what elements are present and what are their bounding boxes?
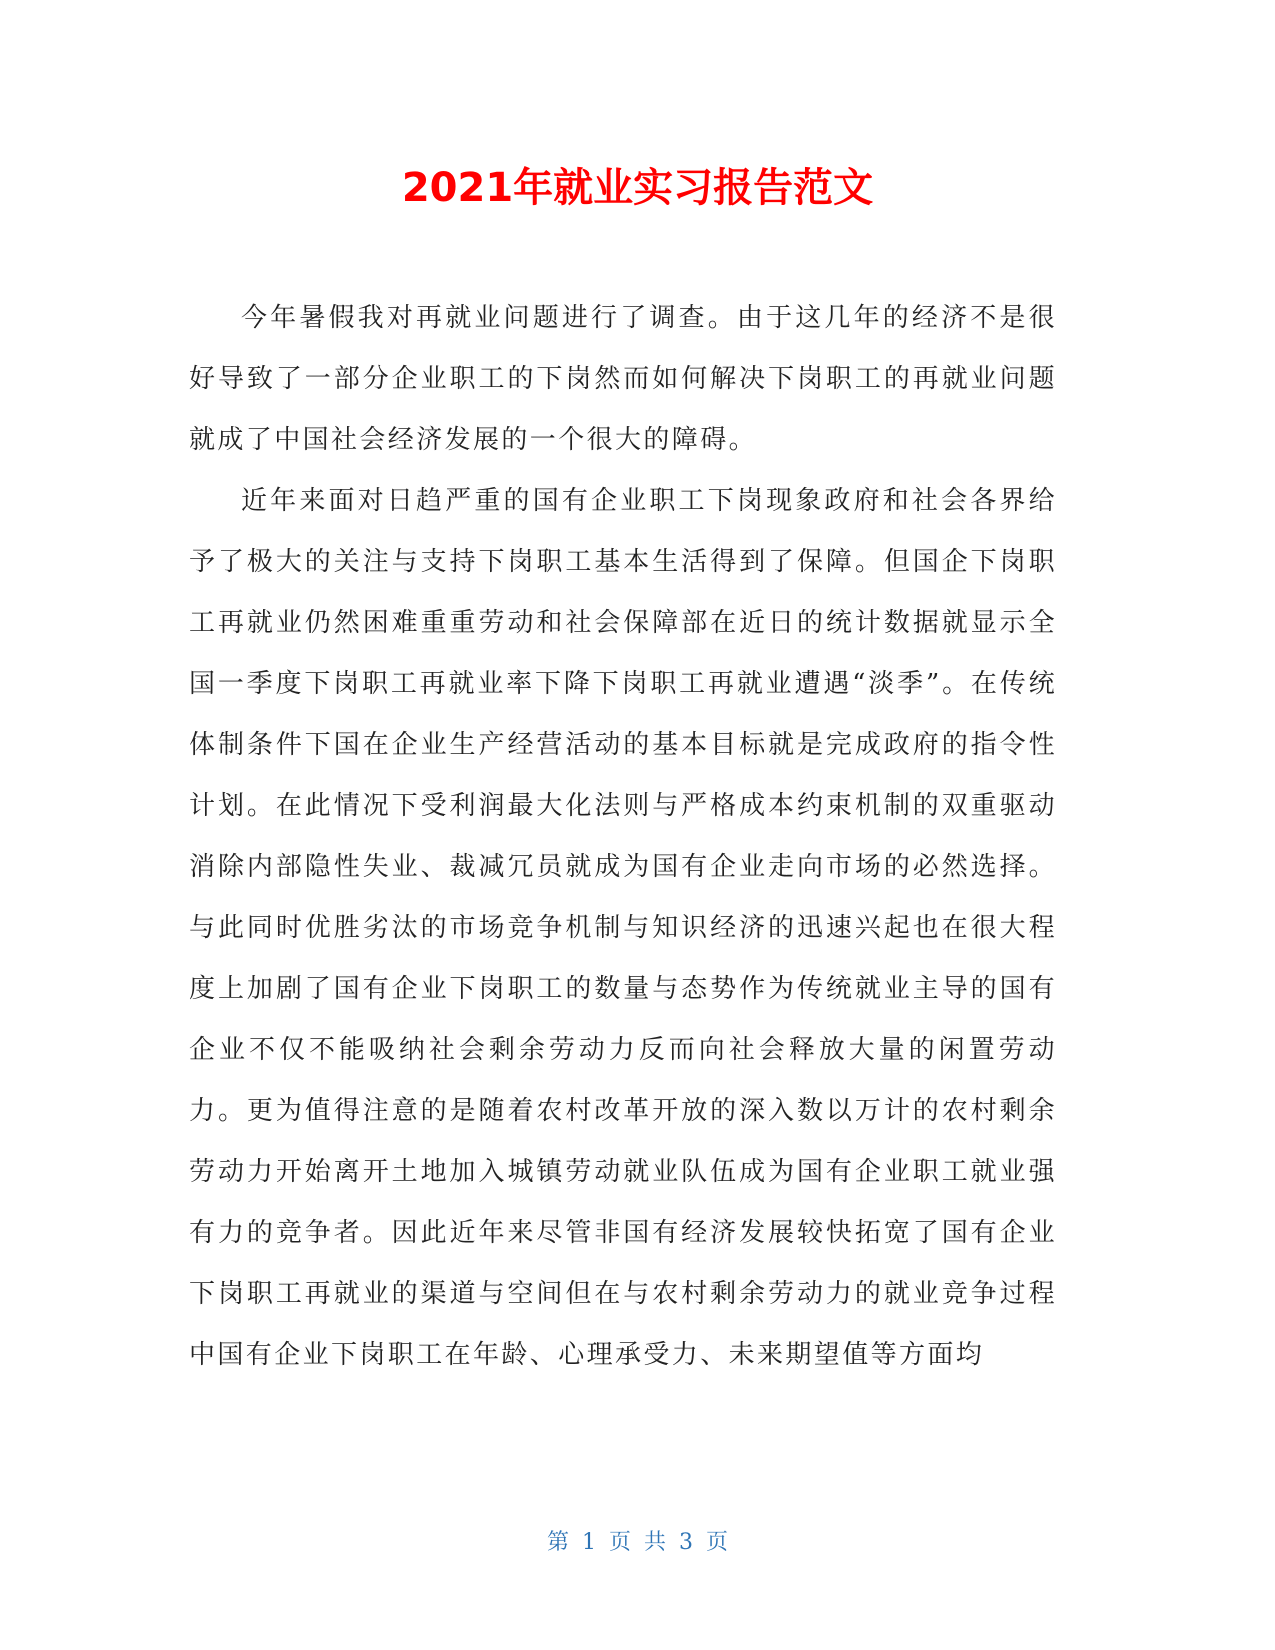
paragraph-2: 近年来面对日趋严重的国有企业职工下岗现象政府和社会各界给予了极大的关注与支持下岗职工基本生活得到了保障。但国企下岗职工再就业仍然困难重重劳动和社会保障部在近日的统计数据就显示全国一季度下岗职工再就业率下降下岗职工再就业遭遇“淡季”。在传统体制条件下国在企业生产经营活动的基本目标就是完成政府的指令性计划。在此情况下受利润最大化法则与严格成本约束机制的双重驱动消除内部隐性失业、裁减冗员就成为国有企业走向市场的必然选择。与此同时优胜劣汰的市场竞争机制与知识经济的迅速兴起也在很大程度上加剧了国有企业下岗职工的数量与态势作为传统就业主导的国有企业不仅不能吸纳社会剩余劳动力反而向社会释放大量的闲置劳动力。更为值得注意的是随着农村改革开放的深入数以万计的农村剩余劳动力开始离开土地加入城镇劳动就业队伍成为国有企业职工就业强有力的竞争者。因此近年来尽管非国有经济发展较快拓宽了国有企业下岗职工再就业的渠道与空间但在与农村剩余劳动力的就业竞争过程中国有企业下岗职工在年龄、心理承受力、未来期望值等方面均	[189, 486, 1057, 1370]
document-title: 2021年就业实习报告范文	[401, 165, 874, 211]
document-body	[189, 288, 1057, 1386]
page-number-footer: 第 1 页 共 3 页	[547, 1530, 728, 1555]
paragraph-1: 今年暑假我对再就业问题进行了调查。由于这几年的经济不是很好导致了一部分企业职工的下岗然而如何解决下岗职工的再就业问题就成了中国社会经济发展的一个很大的障碍。	[189, 303, 1057, 455]
